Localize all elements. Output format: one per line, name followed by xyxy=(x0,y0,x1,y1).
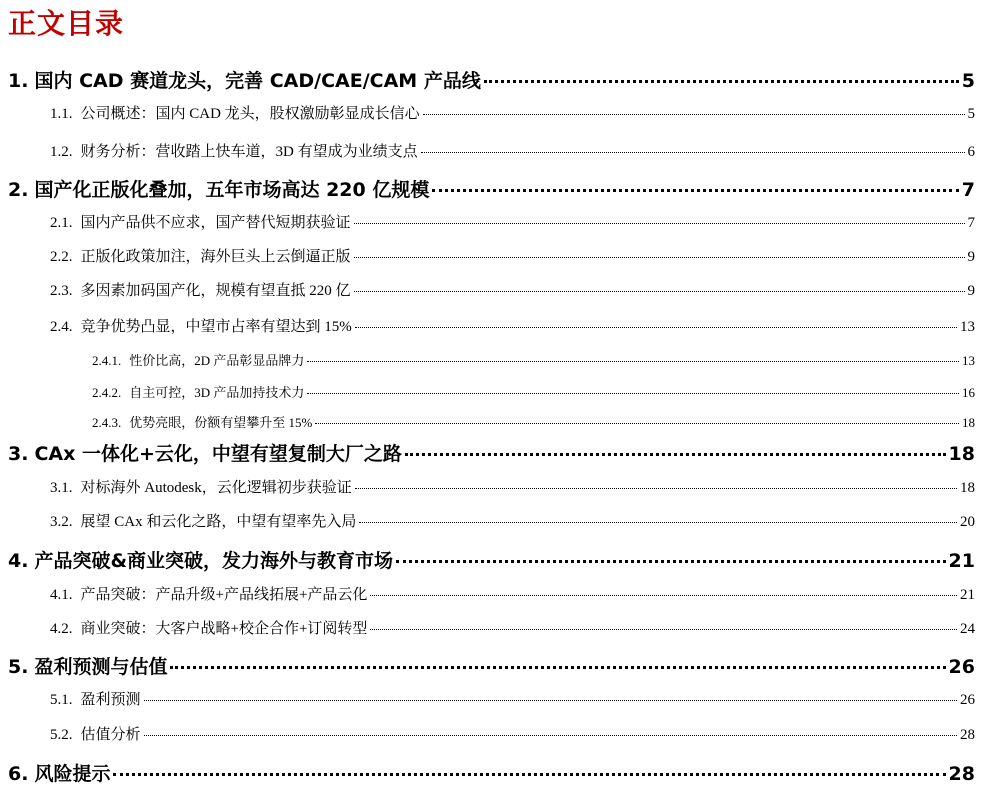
toc-entry-title xyxy=(50,723,141,744)
dot-leader xyxy=(113,773,945,776)
toc-entry-title xyxy=(50,510,356,531)
dot-leader xyxy=(355,327,957,328)
toc-entry-number: 2.4.3. xyxy=(92,415,122,430)
toc-entry-number: 2.4. xyxy=(50,319,73,335)
dot-leader xyxy=(354,223,965,224)
toc-entry-title xyxy=(50,617,367,638)
toc-entry-level2[interactable] xyxy=(50,211,975,232)
dot-leader xyxy=(405,453,946,456)
dot-leader xyxy=(315,423,959,424)
dot-leader xyxy=(170,666,945,669)
toc-entry-number: 4.1. xyxy=(50,587,73,603)
toc-entry-title xyxy=(50,140,418,161)
toc-entry-level3[interactable] xyxy=(92,412,975,431)
toc-entry-title xyxy=(50,102,420,123)
toc-entry-title xyxy=(8,66,481,93)
toc-entry-level2[interactable] xyxy=(50,688,975,709)
toc-entry-number: 3. xyxy=(8,443,29,465)
toc-entry-number: 5.2. xyxy=(50,727,73,743)
toc-entry-label: 风险提示 xyxy=(34,763,111,785)
toc-entry-label: 盈利预测与估值 xyxy=(34,656,168,678)
toc-entry-title xyxy=(50,583,367,604)
toc-page-number: 6 xyxy=(967,144,975,160)
toc-entry-level2[interactable] xyxy=(50,102,975,123)
toc-entry-label: 竞争优势凸显，中望市占率有望达到 15% xyxy=(80,319,352,335)
toc-entry-title xyxy=(92,382,304,401)
toc-entry-level1[interactable] xyxy=(8,175,975,202)
toc-entry-title xyxy=(50,688,141,709)
toc-page-number: 5 xyxy=(967,106,975,122)
toc-entry-number: 2.4.2. xyxy=(92,385,122,400)
toc-page-number: 24 xyxy=(960,621,975,637)
toc-entry-label: 展望 CAx 和云化之路，中望有望率先入局 xyxy=(80,514,357,530)
toc-entry-label: 估值分析 xyxy=(80,727,141,743)
toc-entry-label: 国内产品供不应求，国产替代短期获验证 xyxy=(80,215,351,231)
toc-page-number: 21 xyxy=(948,550,975,572)
toc-entry-number: 4.2. xyxy=(50,621,73,637)
toc-entry-level1[interactable] xyxy=(8,439,975,466)
toc-entry-label: 国内 CAD 赛道龙头，完善 CAD/CAE/CAM 产品线 xyxy=(34,70,481,92)
dot-leader xyxy=(370,629,957,630)
toc-entry-level1[interactable] xyxy=(8,652,975,679)
toc-page-number: 16 xyxy=(962,385,975,400)
toc-entry-label: 产品突破：产品升级+产品线拓展+产品云化 xyxy=(80,587,368,603)
dot-leader xyxy=(354,257,965,258)
toc-entry-number: 2. xyxy=(8,179,29,201)
dot-leader xyxy=(421,152,965,153)
toc-entry-label: 财务分析：营收踏上快车道，3D 有望成为业绩支点 xyxy=(80,144,418,160)
toc-page-number: 9 xyxy=(967,249,975,265)
toc-entry-label: 产品突破&商业突破，发力海外与教育市场 xyxy=(34,550,394,572)
toc-page-number: 13 xyxy=(960,319,975,335)
toc-page-number: 28 xyxy=(960,727,975,743)
toc-page-number: 13 xyxy=(962,353,975,368)
toc-entry-level2[interactable] xyxy=(50,315,975,336)
toc-entry-label: 公司概述：国内 CAD 龙头，股权激励彰显成长信心 xyxy=(80,106,420,122)
toc-entry-level2[interactable] xyxy=(50,140,975,161)
dot-leader xyxy=(144,700,957,701)
dot-leader xyxy=(432,189,958,192)
toc-entry-label: 盈利预测 xyxy=(80,692,141,708)
toc-entry-number: 2.4.1. xyxy=(92,353,122,368)
toc-entry-label: 对标海外 Autodesk，云化逻辑初步获验证 xyxy=(80,480,352,496)
toc-entry-label: 优势亮眼，份额有望攀升至 15% xyxy=(129,415,313,430)
toc-entry-number: 2.2. xyxy=(50,249,73,265)
toc-entry-title xyxy=(92,412,312,431)
toc-entry-level3[interactable] xyxy=(92,350,975,369)
toc-entry-title xyxy=(50,245,351,266)
toc-entry-title xyxy=(8,439,402,466)
toc-entry-level1[interactable] xyxy=(8,546,975,573)
toc-entry-number: 3.1. xyxy=(50,480,73,496)
dot-leader xyxy=(396,560,946,563)
toc-entry-title xyxy=(8,546,393,573)
toc-entry-title xyxy=(50,211,351,232)
dot-leader xyxy=(484,80,959,83)
toc-page-number: 5 xyxy=(961,70,975,92)
dot-leader xyxy=(144,735,957,736)
toc-entry-label: 国产化正版化叠加，五年市场高达 220 亿规模 xyxy=(34,179,430,201)
dot-leader xyxy=(423,114,965,115)
toc-entry-label: CAx 一体化+云化，中望有望复制大厂之路 xyxy=(34,443,402,465)
toc-entry-level2[interactable] xyxy=(50,476,975,497)
toc-entry-level2[interactable] xyxy=(50,279,975,300)
toc-entry-label: 商业突破：大客户战略+校企合作+订阅转型 xyxy=(80,621,368,637)
toc-entry-level1[interactable] xyxy=(8,759,975,786)
toc-entry-label: 自主可控，3D 产品加持技术力 xyxy=(129,385,305,400)
dot-leader xyxy=(307,361,959,362)
dot-leader xyxy=(359,522,957,523)
toc-entry-level3[interactable] xyxy=(92,382,975,401)
toc-page-number: 26 xyxy=(948,656,975,678)
toc-entry-label: 性价比高，2D 产品彰显品牌力 xyxy=(129,353,305,368)
toc-entry-number: 2.1. xyxy=(50,215,73,231)
toc-page-number: 9 xyxy=(967,283,975,299)
page-title: 正文目录 xyxy=(8,7,125,40)
toc-entry-title xyxy=(50,279,351,300)
toc-entry-number: 1.1. xyxy=(50,106,73,122)
toc-entry-level2[interactable] xyxy=(50,617,975,638)
toc-page-number: 7 xyxy=(961,179,975,201)
toc-entry-label: 多因素加码国产化，规模有望直抵 220 亿 xyxy=(80,283,351,299)
toc-entry-title xyxy=(8,175,429,202)
toc-entry-level2[interactable] xyxy=(50,583,975,604)
toc-entry-number: 5.1. xyxy=(50,692,73,708)
toc-page-number: 26 xyxy=(960,692,975,708)
toc-page-number: 21 xyxy=(960,587,975,603)
toc-entry-number: 1.2. xyxy=(50,144,73,160)
toc-page-number: 7 xyxy=(967,215,975,231)
toc-entry-level2[interactable] xyxy=(50,510,975,531)
toc-page-number: 20 xyxy=(960,514,975,530)
toc-entry-level2[interactable] xyxy=(50,723,975,744)
dot-leader xyxy=(370,595,957,596)
toc-entry-label: 正版化政策加注，海外巨头上云倒逼正版 xyxy=(80,249,351,265)
toc-entry-number: 5. xyxy=(8,656,29,678)
toc-page-number: 28 xyxy=(948,763,975,785)
toc-entry-title xyxy=(50,315,352,336)
toc-entry-title xyxy=(92,350,304,369)
toc-entry-number: 6. xyxy=(8,763,29,785)
toc-entry-level2[interactable] xyxy=(50,245,975,266)
toc-entry-number: 2.3. xyxy=(50,283,73,299)
toc-entry-title xyxy=(50,476,352,497)
toc-entry-number: 1. xyxy=(8,70,29,92)
toc-entry-title xyxy=(8,759,110,786)
toc-entry-number: 3.2. xyxy=(50,514,73,530)
toc-entry-level1[interactable] xyxy=(8,66,975,93)
dot-leader xyxy=(354,291,965,292)
toc-entry-number: 4. xyxy=(8,550,29,572)
toc-page-number: 18 xyxy=(948,443,975,465)
toc-page-number: 18 xyxy=(960,480,975,496)
dot-leader xyxy=(307,393,959,394)
toc-page-number: 18 xyxy=(962,415,975,430)
toc-entry-title xyxy=(8,652,167,679)
dot-leader xyxy=(355,488,957,489)
